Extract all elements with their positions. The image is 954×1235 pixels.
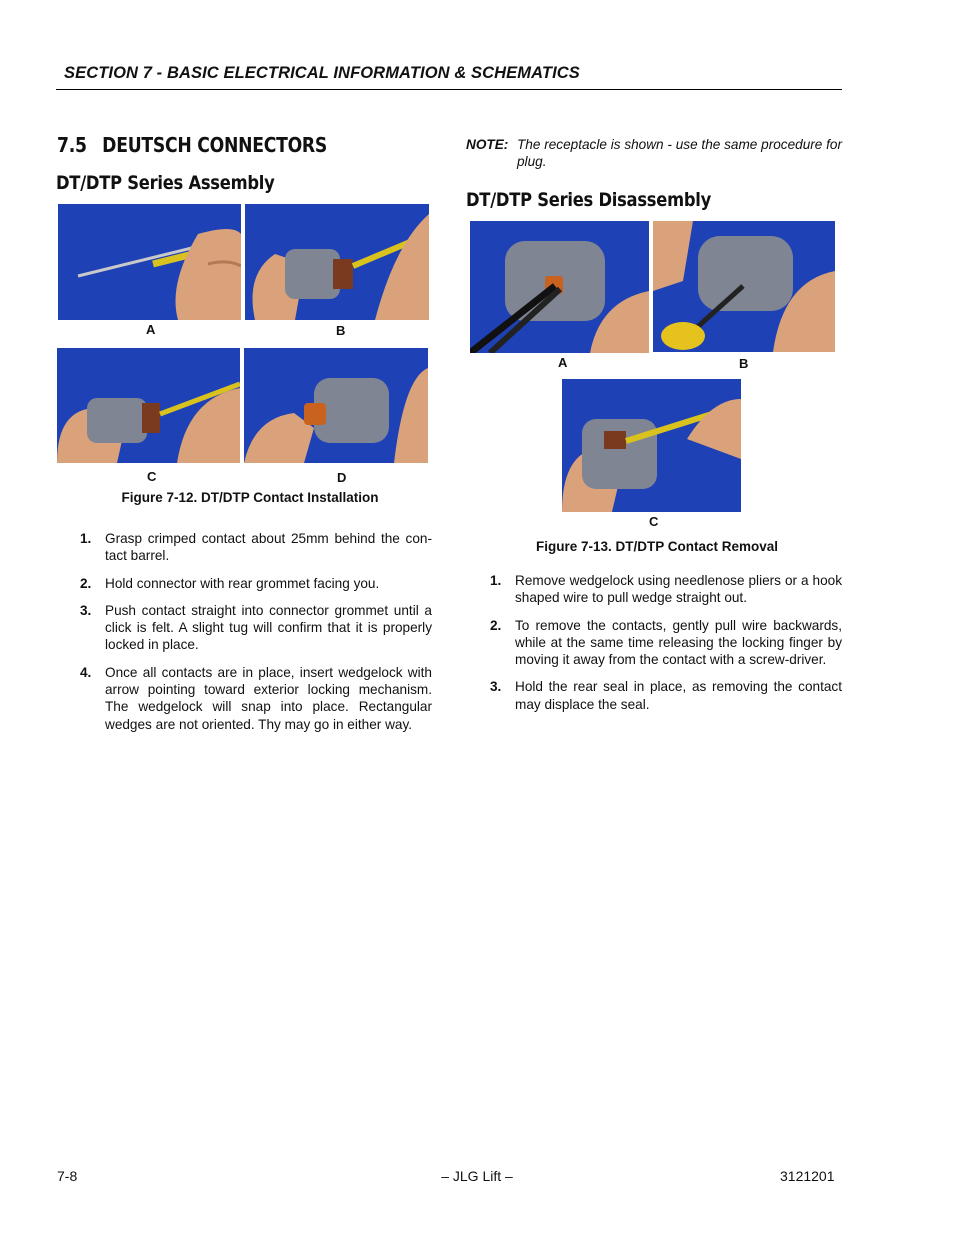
assembly-label-b: B [336,323,346,338]
note-block [466,136,842,171]
figure-caption-7-13: Figure 7-13. DT/DTP Contact Removal [535,539,779,554]
list-item: 4. Once all contacts are in place, insert wedgelock with arrow pointing toward exterior locking mechanism. The wedgelock will snap into place. Rectangular wedges are not oriented. Thy may go in either way. [80,664,432,732]
assembly-photo-b [245,204,429,320]
disassembly-photo-c [562,379,741,512]
disassembly-photo-b [653,221,835,352]
disassembly-heading: DT/DTP Series Disassembly [466,189,712,211]
assembly-photo-c [57,348,240,463]
assembly-steps [80,530,432,743]
list-item: 2. Hold connector with rear grommet facing you. [80,575,380,591]
page-number: 7-8 [57,1168,78,1184]
assembly-heading: DT/DTP Series Assembly [56,172,275,194]
assembly-label-c: C [147,469,157,484]
assembly-photo-a [58,204,241,320]
figure-caption-7-12: Figure 7-12. DT/DTP Contact Installation [121,490,379,505]
list-item: 1. Remove wedgelock using needlenose pliers or a hook shaped wire to pull wedge straight out. [490,573,842,606]
document-number: 3121201 [780,1168,835,1184]
footer-brand: – JLG Lift – [441,1168,513,1184]
section-title: DEUTSCH CONNECTORS [102,133,328,157]
note-label: NOTE: [466,137,509,152]
list-item: 2. To remove the contacts, gently pull wire backwards, while at the same time releasing the locking finger by moving it away from the contact with a screw-driver. [490,617,842,668]
disassembly-photo-a [470,221,649,353]
assembly-photo-d [244,348,428,463]
assembly-label-d: D [337,470,347,485]
header-rule [56,89,842,90]
running-header: SECTION 7 - BASIC ELECTRICAL INFORMATION & SCHEMATICS [64,64,580,82]
disassembly-label-a: A [558,355,568,370]
disassembly-label-c: C [649,514,659,529]
note-text: The receptacle is shown - use the same procedure for plug. [517,137,842,170]
assembly-label-a: A [146,322,156,337]
list-item: 3. Push contact straight into connector grommet until a click is felt. A slight tug will confirm that it is properly locked in place. [80,602,432,653]
list-item: 3. Hold the rear seal in place, as removing the contact may displace the seal. [490,679,842,712]
section-heading [57,133,327,157]
list-item: 1. Grasp crimped contact about 25mm behind the con-tact barrel. [80,531,432,564]
section-number: 7.5 [57,133,87,157]
disassembly-steps [490,572,842,723]
disassembly-label-b: B [739,356,749,371]
